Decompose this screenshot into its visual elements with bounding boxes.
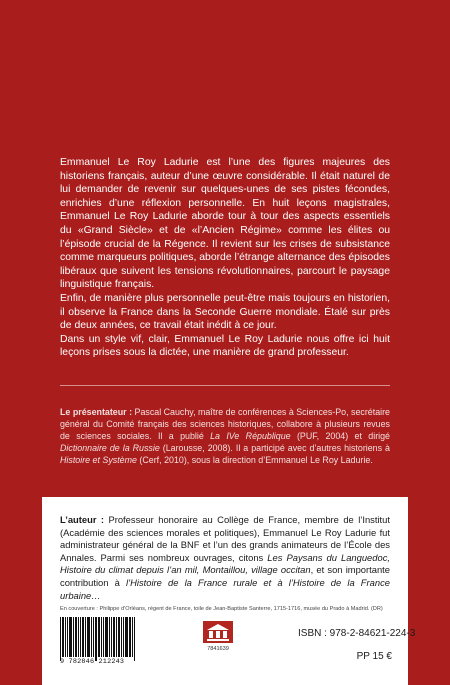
barcode-bar	[103, 617, 104, 657]
barcode-bar	[95, 617, 97, 661]
barcode-bar	[93, 617, 94, 657]
barcode-bar	[132, 617, 133, 657]
barcode-bar	[73, 617, 74, 657]
barcode-bar	[65, 617, 66, 657]
barcode-bar	[69, 617, 72, 657]
book-description	[60, 156, 390, 360]
barcode-bar	[87, 617, 90, 657]
description-paragraph-2: Enfin, de manière plus personnelle peut-être mais toujours en historien, il observe la France dans la Seconde Guerre mondiale. Étalé sur près de deux années, ce travail était inédit à ce jour.	[60, 292, 390, 332]
cover-credit: En couverture : Philippe d’Orléans, régent de France, toile de Jean-Baptiste Santerre, 1715-1716, musée du Prado à Madrid. (DR)	[60, 606, 383, 612]
barcode-bar	[85, 617, 86, 657]
author-italic-2: l’Histoire de la France rurale et à l’Histoire de la France urbaine…	[60, 576, 390, 601]
presenter-text-4: (Cerf, 2010), sous la direction d’Emmanuel Le Roy Ladurie.	[136, 455, 373, 465]
barcode-icon	[60, 617, 142, 657]
presenter-label: Le présentateur :	[60, 407, 133, 417]
barcode-bar	[129, 617, 131, 657]
barcode-bar	[60, 617, 61, 661]
barcode-bar	[82, 617, 84, 657]
author-bio	[60, 514, 390, 602]
barcode-bar	[105, 617, 108, 657]
barcode	[60, 617, 142, 665]
barcode-bar	[113, 617, 115, 657]
barcode-bar	[123, 617, 124, 657]
barcode-bar	[118, 617, 120, 657]
barcode-bar	[121, 617, 122, 657]
author-label: L’auteur :	[60, 514, 105, 525]
barcode-bar	[116, 617, 117, 657]
presenter-text-3: (Larousse, 2008). Il a participé avec d’autres historiens à	[159, 443, 390, 453]
author-italic-1: Les Paysans du Languedoc, Histoire du climat depuis l’an mil, Montaillou, village occitan	[60, 551, 390, 576]
presenter-italic-3: Histoire et Système	[60, 455, 137, 465]
barcode-bar	[78, 617, 79, 657]
presenter-text-1: Pascal Cauchy, maître de conférences à Sciences-Po, secrétaire général du Comité français des sciences historiques, collabore à plusieurs revues de sciences sociales. Il a publié	[60, 407, 390, 441]
barcode-bar	[98, 617, 100, 657]
description-paragraph-1: Emmanuel Le Roy Ladurie est l’une des figures majeures des historiens français, auteur d’une œuvre considérable. Il était naturel de lui demander de revenir sur quelques-unes de ses pistes fécondes, enrichies d’une réflexion personnelle. En huit leçons magistrales, Emmanuel Le Roy Ladurie aborde tour à tour des aspects essentiels du «Grand Siècle» et de «l’Ancien Régime» comme les élites ou l’épisode crucial de la Régence. Il revient sur les crises de subsistance comme marqueurs politiques, aborde l’étrange alternance des épisodes libéraux que suivent les tensions révolutionnaires, parcourt le paysage linguistique français.	[60, 157, 390, 291]
presenter-text-2: (PUF, 2004) et dirigé	[290, 431, 390, 441]
presenter-italic-1: La IVe République	[210, 431, 291, 441]
barcode-bar	[125, 617, 128, 657]
price: PP 15 €	[356, 651, 392, 662]
section-divider	[60, 385, 390, 386]
author-panel	[42, 497, 416, 685]
description-paragraph-3: Dans un style vif, clair, Emmanuel Le Roy Ladurie nous offre ici huit leçons prises sous la dictée, une manière de grand professeur.	[60, 333, 390, 359]
isbn: ISBN : 978-2-84621-224-3	[298, 628, 416, 639]
barcode-bar	[75, 617, 77, 657]
barcode-bar	[109, 617, 110, 657]
barcode-bar	[101, 617, 102, 657]
publisher-logo-icon	[203, 621, 233, 643]
barcode-bar	[62, 617, 64, 657]
publisher-code: 7841639	[207, 646, 229, 652]
barcode-bar	[80, 617, 81, 657]
presenter-italic-2: Dictionnaire de la Russie	[60, 443, 160, 453]
author-text-1: Professeur honoraire au Collège de France, membre de l’Institut (Académie des sciences morales et politiques), Emmanuel Le Roy Ladurie fut administrateur général de la BNF et l’un des grands animateurs de l’École des Annales. Parmi ses nombreux ouvrages, citons	[60, 514, 390, 563]
publisher-logo	[200, 621, 236, 652]
barcode-bar	[67, 617, 68, 657]
barcode-bar	[111, 617, 112, 657]
barcode-bar	[91, 617, 92, 657]
barcode-number: 9 782846 212243	[60, 658, 125, 666]
presenter-bio	[60, 406, 390, 466]
barcode-bar	[134, 617, 135, 661]
author-text-2: , et son importante contribution à	[60, 564, 390, 588]
